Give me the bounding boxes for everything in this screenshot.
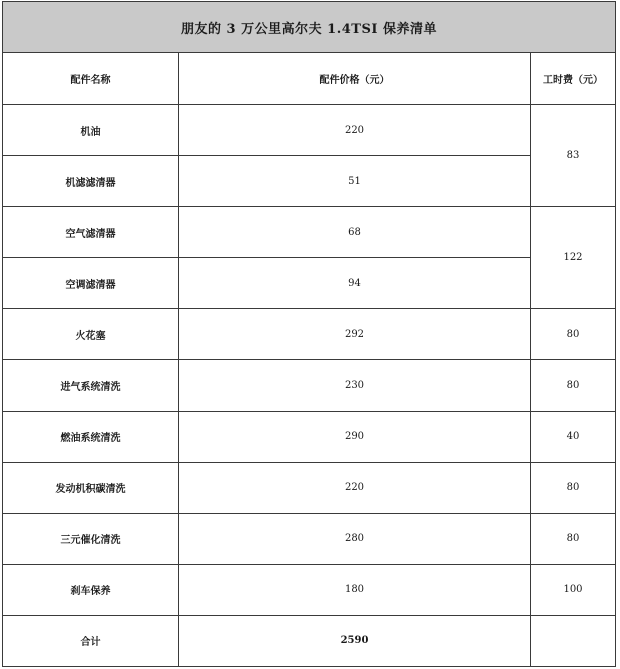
header-part-price: 配件价格（元） [179,53,531,105]
maintenance-table [2,1,616,667]
part-name-cell: 发动机积碳清洗 [3,462,179,513]
header-part-name: 配件名称 [3,53,179,105]
labor-fee-cell: 100 [531,564,616,615]
part-name-cell: 机油 [3,105,179,156]
total-row [3,615,616,666]
table-row [3,564,616,615]
part-name-cell: 空调滤清器 [3,258,179,309]
part-name-cell: 机滤滤清器 [3,156,179,207]
header-row [3,53,616,105]
part-name-cell: 刹车保养 [3,564,179,615]
table-title: 朋友的 3 万公里高尔夫 1.4TSI 保养清单 [3,2,616,53]
title-row [3,2,616,53]
part-price-cell: 180 [179,564,531,615]
part-price-cell: 292 [179,309,531,360]
table-row [3,105,616,156]
header-labor-fee: 工时费（元） [531,53,616,105]
labor-fee-cell-merged: 83 [531,105,616,207]
table-row [3,411,616,462]
part-price-cell: 51 [179,156,531,207]
labor-fee-cell: 40 [531,411,616,462]
part-price-cell: 68 [179,207,531,258]
part-name-cell: 进气系统清洗 [3,360,179,411]
total-labor-empty [531,615,616,666]
labor-fee-cell: 80 [531,513,616,564]
part-name-cell: 燃油系统清洗 [3,411,179,462]
part-price-cell: 280 [179,513,531,564]
part-price-cell: 290 [179,411,531,462]
table-row [3,156,616,207]
total-value: 2590 [179,615,531,666]
part-name-cell: 空气滤清器 [3,207,179,258]
table-row [3,513,616,564]
part-price-cell: 94 [179,258,531,309]
part-price-cell: 220 [179,105,531,156]
table-row [3,309,616,360]
labor-fee-cell: 80 [531,462,616,513]
table-row [3,207,616,258]
part-name-cell: 火花塞 [3,309,179,360]
part-name-cell: 三元催化清洗 [3,513,179,564]
part-price-cell: 230 [179,360,531,411]
total-label: 合计 [3,615,179,666]
part-price-cell: 220 [179,462,531,513]
table-row [3,258,616,309]
labor-fee-cell: 80 [531,309,616,360]
labor-fee-cell-merged: 122 [531,207,616,309]
table-row [3,462,616,513]
labor-fee-cell: 80 [531,360,616,411]
table-row [3,360,616,411]
